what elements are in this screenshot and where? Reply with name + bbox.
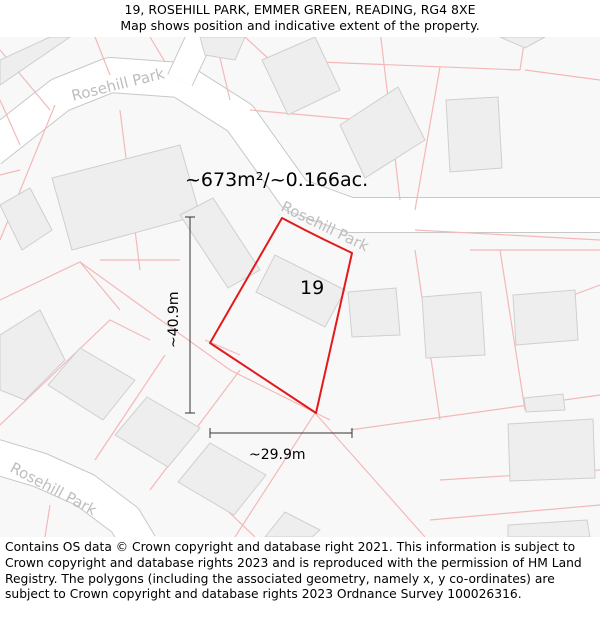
house-number: 19 xyxy=(300,277,325,299)
map-header xyxy=(0,0,600,39)
property-map[interactable] xyxy=(0,37,600,537)
map-subtitle: Map shows position and indicative extent of the property. xyxy=(120,18,480,33)
road-label-rosehill-park-east: Rosehill Park xyxy=(278,197,372,256)
height-label: ~40.9m xyxy=(166,291,182,348)
road-label-rosehill-park-south: Rosehill Park xyxy=(7,458,100,520)
width-label: ~29.9m xyxy=(249,447,306,463)
road-label-rosehill-park-north: Rosehill Park xyxy=(69,64,167,105)
attribution-text: Contains OS data © Crown copyright and database right 2021. This information is subject to Crown copyright and database rights 2023 and is reproduced with the permission of HM Land Registry. The polygons (including the associated geometry, namely x, y co-ordinates) are subject to Crown copyright and database rights 2023 Ordnance Survey 100026316. xyxy=(5,540,582,602)
property-address: 19, ROSEHILL PARK, EMMER GREEN, READING, RG4 8XE xyxy=(124,2,476,17)
area-label: ~673m²/~0.166ac. xyxy=(185,169,369,191)
